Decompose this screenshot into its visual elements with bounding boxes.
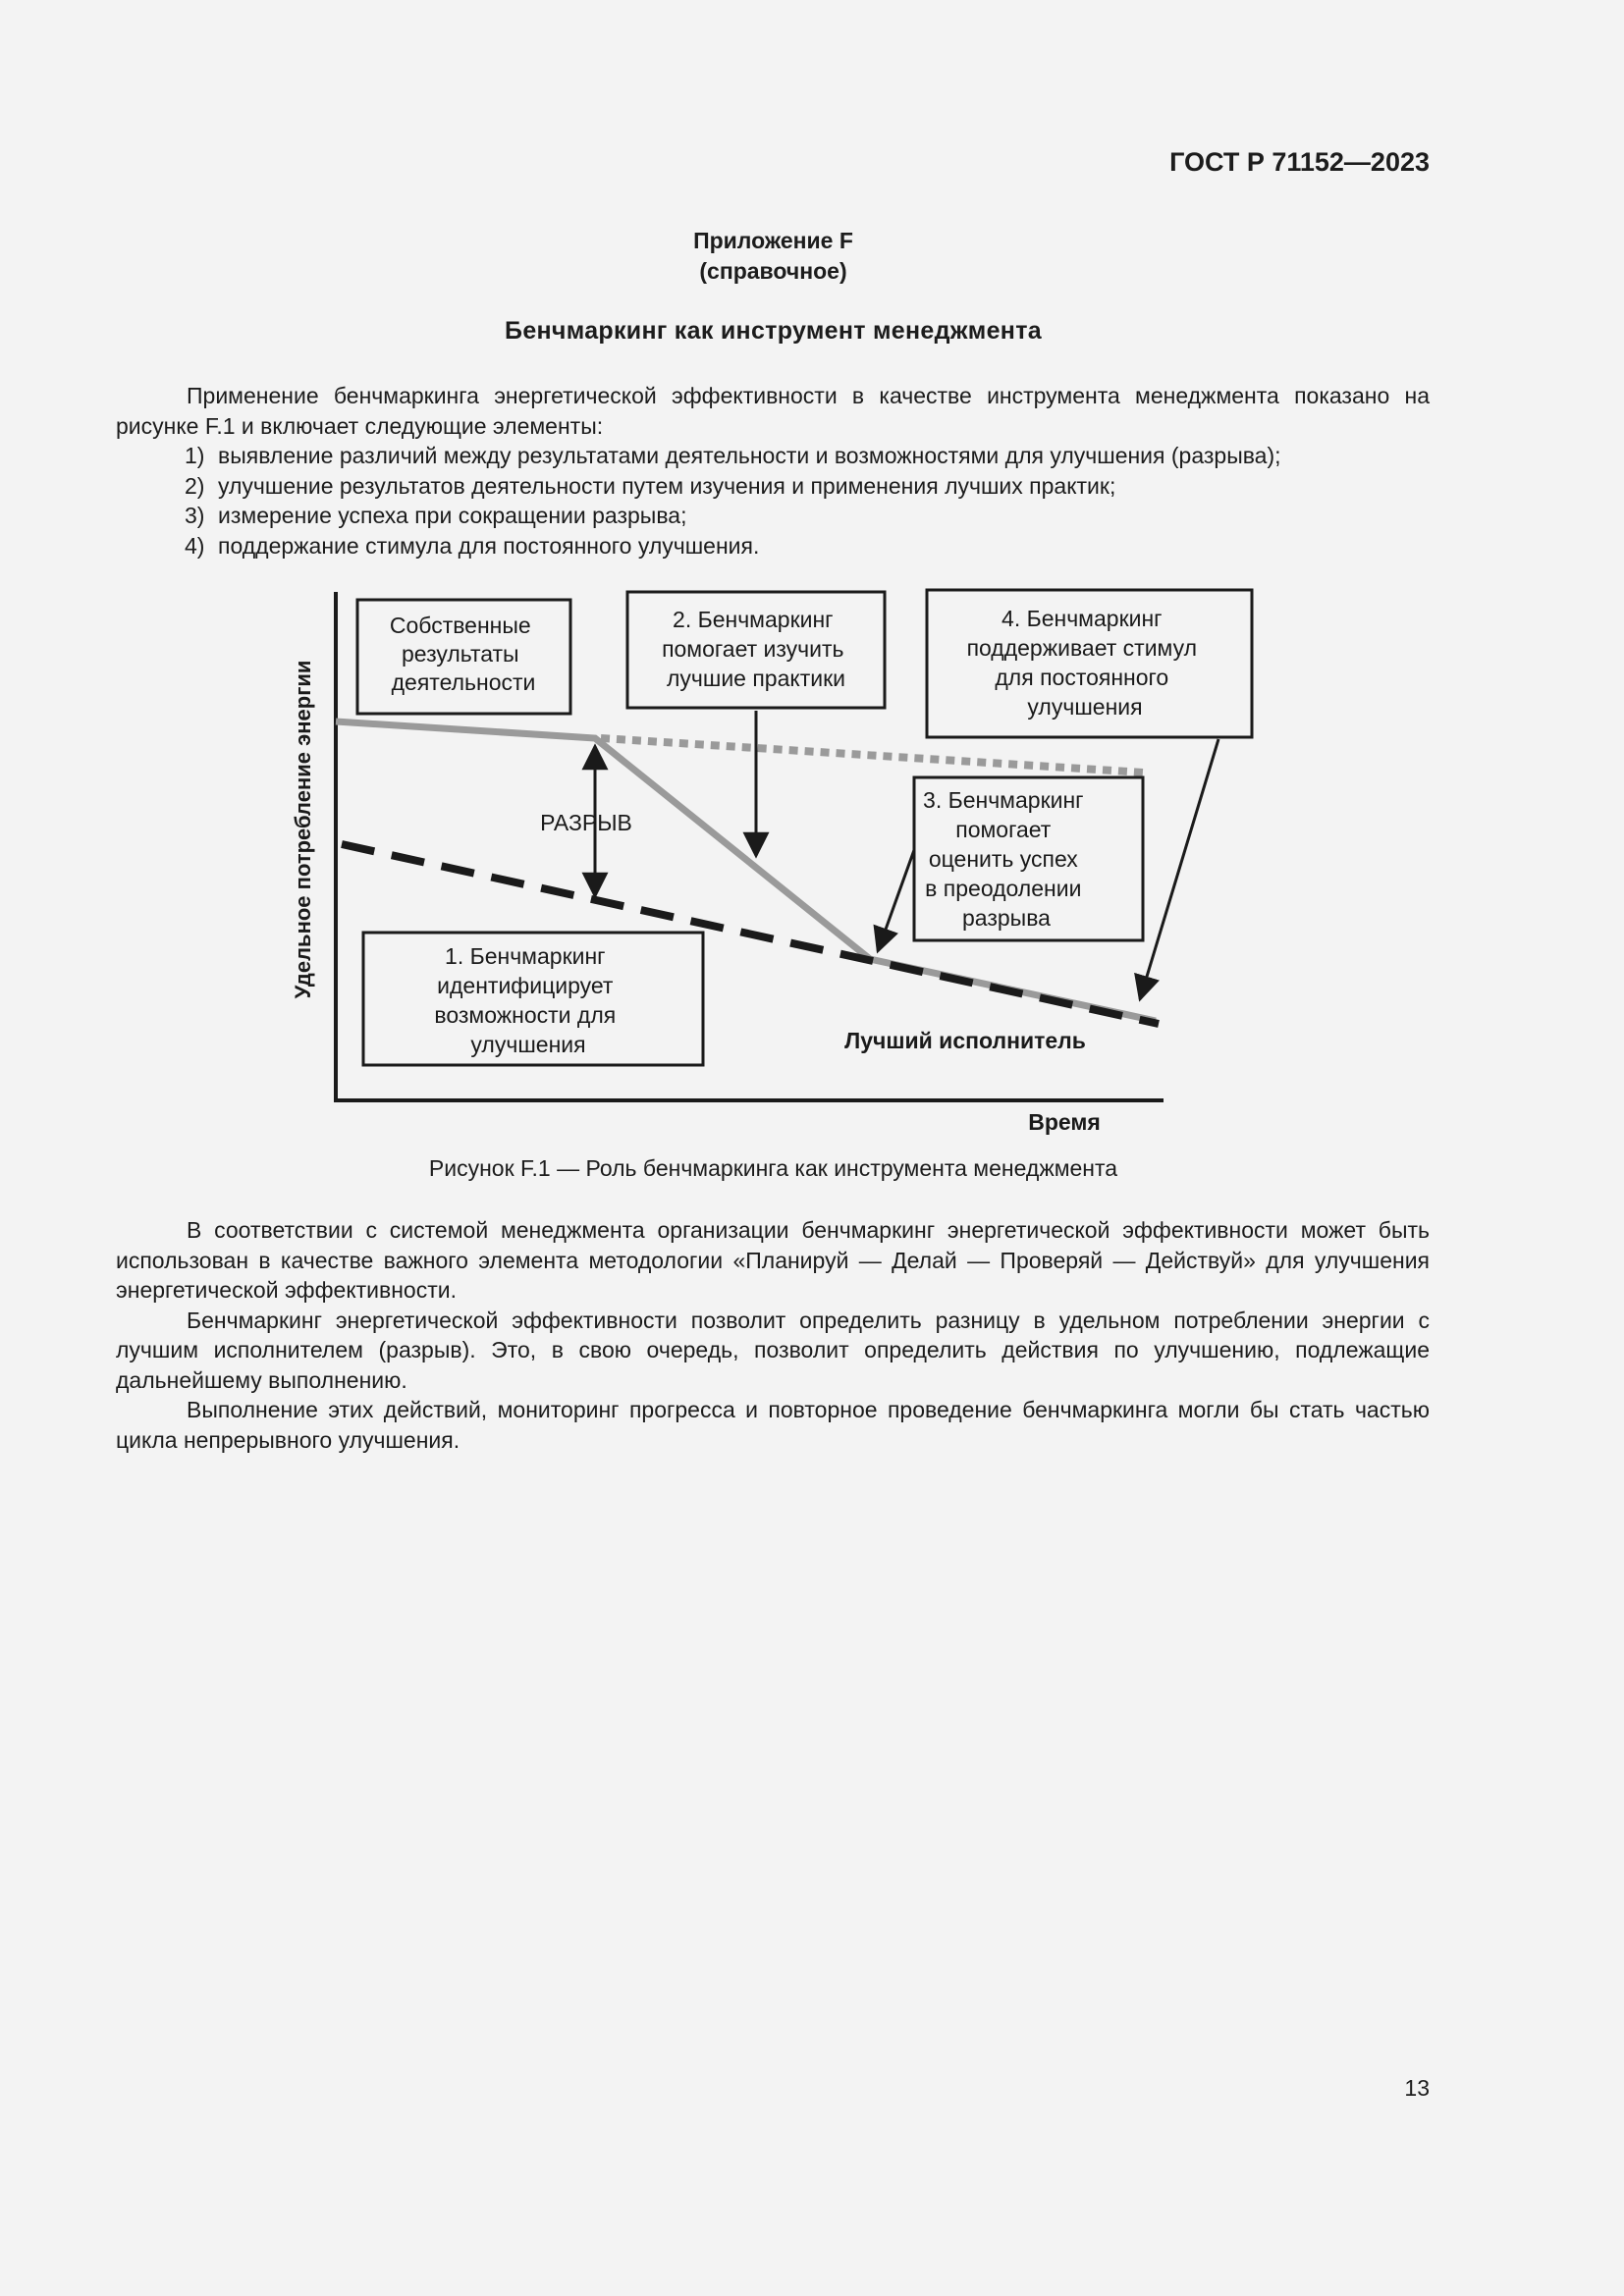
outro-paragraph: Бенчмаркинг энергетической эффективности позволит определить разницу в удельном потреблении энергии с лучшим исполнителем (разрыв). Это, в свою очередь, позволит определить действия по улучшению, подлежащие дальнейшему выполнению. [116, 1307, 1430, 1393]
box-line: возможности для [434, 1002, 617, 1028]
box-line: улучшения [1027, 694, 1143, 720]
list-item-number: 3) [185, 503, 205, 528]
list-item-text: выявление различий между результатами деятельности и возможностями для улучшения (разрыва); [218, 443, 1281, 468]
list-item-text: улучшение результатов деятельности путем изучения и применения лучших практик; [218, 472, 1116, 499]
intro-paragraph: Применение бенчмаркинга энергетической эффективности в качестве инструмента менеджмента показано на рисунке F.1 и включает следующие элементы: [116, 383, 1430, 439]
outro-paragraph: В соответствии с системой менеджмента организации бенчмаркинг энергетической эффективности может быть использован в качестве важного элемента методологии «Планируй — Делай — Проверяй — Действуй» для улучшения энергетической эффективности. [116, 1217, 1430, 1303]
list-item-text: поддержание стимула для постоянного улучшения. [218, 532, 760, 559]
appendix-type: (справочное) [699, 258, 847, 284]
box-line: разрыва [962, 905, 1051, 931]
box-line: 1. Бенчмаркинг [445, 943, 606, 969]
figure-caption: Рисунок F.1 — Роль бенчмаркинга как инструмента менеджмента [428, 1155, 1118, 1181]
appendix-heading [0, 226, 1546, 287]
y-axis-label: Удельное потребление энергии [291, 660, 315, 999]
box-line: улучшения [470, 1032, 586, 1057]
box-4-sustain [927, 590, 1252, 737]
box-line: помогает изучить [662, 636, 844, 662]
intro-section [116, 381, 1430, 561]
box-line: 3. Бенчмаркинг [923, 787, 1084, 813]
x-axis-label: Время [1028, 1109, 1101, 1135]
appendix-label: Приложение F [693, 228, 853, 253]
box-line: деятельности [391, 669, 536, 695]
outro-paragraph: Выполнение этих действий, мониторинг прогресса и повторное проведение бенчмаркинга могли бы стать частью цикла непрерывного улучшения. [116, 1397, 1430, 1453]
list-item-number: 4) [185, 532, 205, 559]
box-line: оценить успех [928, 846, 1078, 872]
box-line: 2. Бенчмаркинг [673, 607, 834, 632]
box-line: помогает [955, 817, 1052, 842]
box-4-arrow [1140, 739, 1218, 999]
box-3-arrow [878, 850, 914, 951]
box-3-measure [914, 777, 1143, 940]
box-line: Собственные [389, 613, 531, 638]
box-1-identify [363, 933, 703, 1065]
gap-label: РАЗРЫВ [540, 810, 632, 835]
list-item-number: 1) [185, 443, 205, 468]
box-line: в преодолении [925, 876, 1082, 901]
outro-section [116, 1215, 1430, 1455]
list-item [116, 471, 1430, 502]
list-item-text: измерение успеха при сокращении разрыва; [218, 503, 687, 528]
box-line: для постоянного [995, 665, 1169, 690]
own-results-box [357, 600, 570, 714]
best-performer-label: Лучший исполнитель [844, 1028, 1086, 1053]
box-line: лучшие практики [666, 666, 846, 691]
own-potential-dotted-line [601, 738, 1144, 773]
list-item [116, 441, 1430, 471]
standard-id: ГОСТ Р 71152—2023 [1169, 147, 1430, 177]
svg-text:Собственные результаты [390, 613, 537, 695]
box-2-learn [627, 592, 885, 708]
svg-text:2. Бенчмаркинг помогает [662, 607, 850, 691]
box-line: поддерживает стимул [966, 635, 1198, 661]
section-title: Бенчмаркинг как инструмент менеджмента [505, 317, 1042, 345]
list-item-number: 2) [185, 472, 205, 499]
box-line: результаты [402, 641, 519, 667]
list-item [116, 531, 1430, 561]
page-number: 13 [1404, 2075, 1430, 2101]
box-line: 4. Бенчмаркинг [1001, 606, 1163, 631]
list-item [116, 501, 1430, 531]
box-line: идентифицирует [437, 973, 614, 998]
